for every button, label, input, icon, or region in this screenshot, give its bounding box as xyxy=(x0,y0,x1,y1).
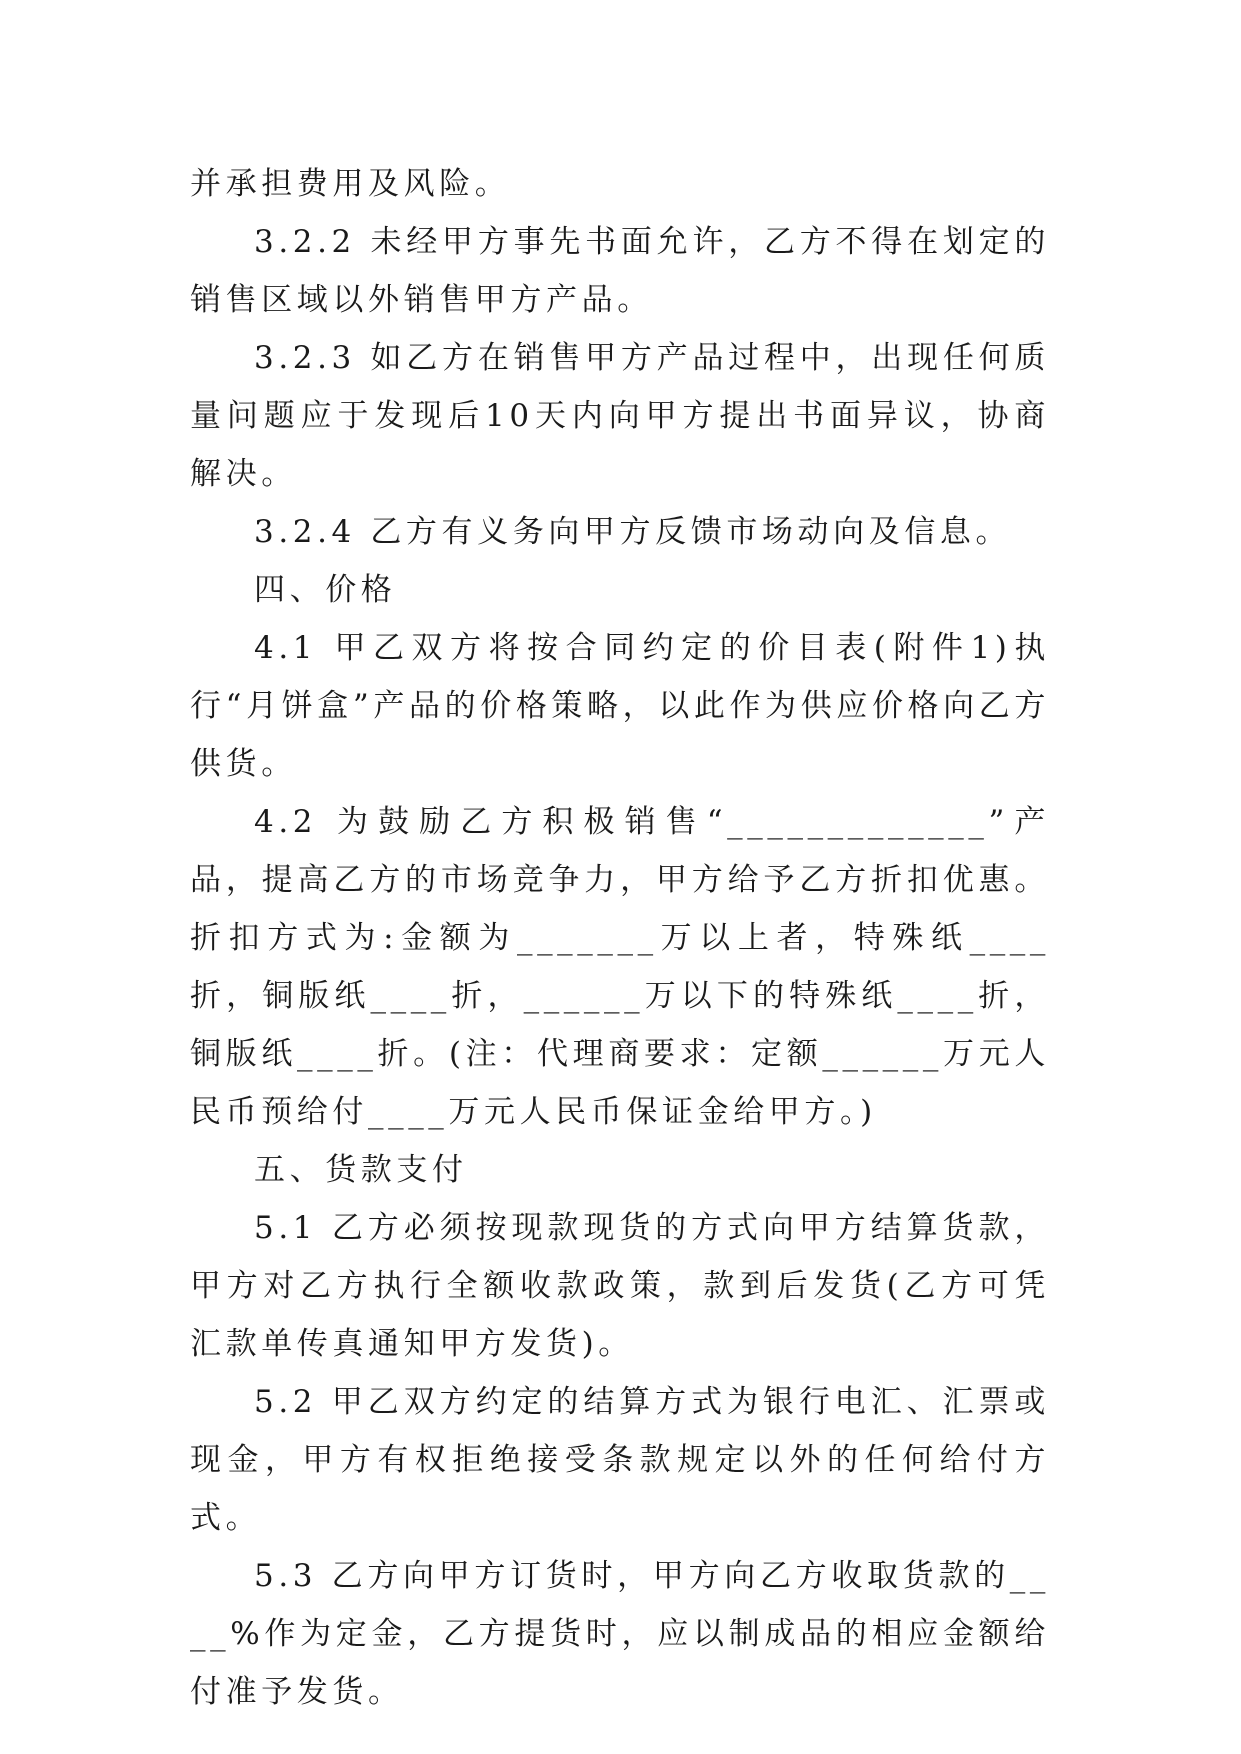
clause-5-3: 5.3 乙方向甲方订货时，甲方向乙方收取货款的____%作为定金，乙方提货时，应以制成品的相应金额给付准予发货。 xyxy=(190,1558,1050,1710)
clause-4-1: 4.1 甲乙双方将按合同约定的价目表(附件1)执行“月饼盒”产品的价格策略，以此作为供应价格向乙方供货。 xyxy=(190,630,1050,782)
paragraph: 并承担费用及风险。 xyxy=(190,166,511,202)
clause-5-1: 5.1 乙方必须按现款现货的方式向甲方结算货款，甲方对乙方执行全额收款政策，款到后发货(乙方可凭汇款单传真通知甲方发货)。 xyxy=(190,1210,1050,1362)
clause-3-2-2: 3.2.2 未经甲方事先书面允许，乙方不得在划定的销售区域以外销售甲方产品。 xyxy=(190,224,1050,318)
section-heading-price: 四、价格 xyxy=(254,572,397,608)
document-body xyxy=(190,155,1050,1721)
clause-4-2: 4.2 为鼓励乙方积极销售“_____________”产品，提高乙方的市场竞争力，甲方给予乙方折扣优惠。折扣方式为:金额为_______万以上者，特殊纸____折，铜版纸____折，______万以下的特殊纸____折，铜版纸____折。(注：代理商要求：定额______万元人民币预给付____万元人民币保证金给甲方。) xyxy=(190,804,1050,1130)
clause-3-2-3: 3.2.3 如乙方在销售甲方产品过程中，出现任何质量问题应于发现后10天内向甲方提出书面异议，协商解决。 xyxy=(190,340,1050,492)
section-heading-payment: 五、货款支付 xyxy=(254,1152,468,1188)
clause-5-2: 5.2 甲乙双方约定的结算方式为银行电汇、汇票或现金，甲方有权拒绝接受条款规定以外的任何给付方式。 xyxy=(190,1384,1050,1536)
clause-3-2-4: 3.2.4 乙方有义务向甲方反馈市场动向及信息。 xyxy=(254,514,1012,550)
